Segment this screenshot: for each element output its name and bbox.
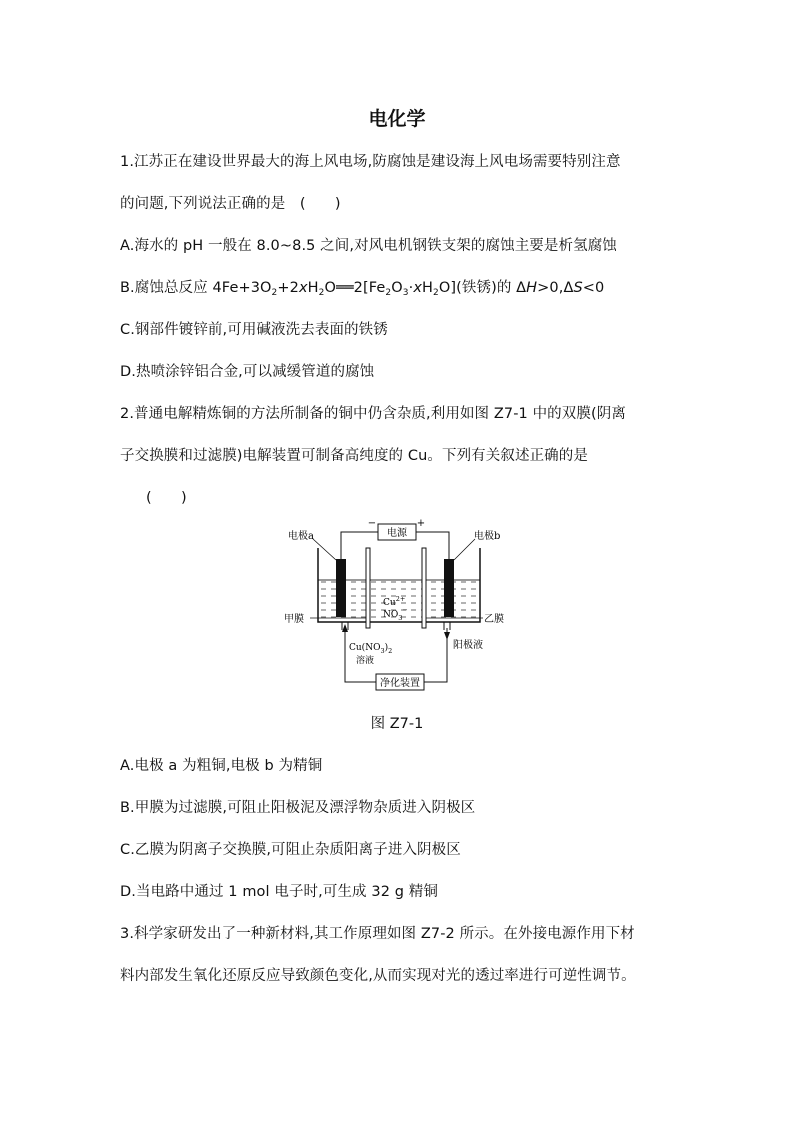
q2-option-d: D.当电路中通过 1 mol 电子时,可生成 32 g 精铜 — [120, 884, 438, 900]
electrode-a — [336, 559, 346, 617]
minus-sign: − — [367, 518, 377, 529]
return-pipe — [345, 628, 376, 682]
solution-word-label: 溶液 — [356, 656, 375, 666]
q1-option-a: A.海水的 pH 一般在 8.0~8.5 之间,对风电机钢铁支架的腐蚀主要是析氢腐蚀 — [120, 238, 617, 254]
power-source-label: 电源 — [387, 528, 407, 539]
q1-stem-line1: 1.江苏正在建设世界最大的海上风电场,防腐蚀是建设海上风电场需要特别注意 — [120, 154, 621, 170]
electrode-b-label: 电极b — [474, 531, 501, 542]
page-title: 电化学 — [368, 108, 426, 130]
wire-right — [416, 532, 449, 559]
outlet-pipe — [424, 628, 447, 682]
membrane-jia-label: 甲膜 — [284, 614, 304, 625]
q2-option-c: C.乙膜为阴离子交换膜,可阻止杂质阳离子进入阴极区 — [120, 842, 461, 858]
q1-option-d: D.热喷涂锌铝合金,可以减缓管道的腐蚀 — [120, 364, 375, 380]
ion-cu-label: $Cu^{2+}$ — [383, 595, 406, 608]
electrolysis-diagram — [270, 516, 520, 696]
plus-sign: + — [416, 518, 426, 529]
membrane-yi-label: 乙膜 — [484, 614, 504, 625]
q2-option-a: A.电极 a 为粗铜,电极 b 为精铜 — [120, 758, 323, 774]
wire-left — [341, 532, 378, 559]
ion-no3-label: $NO_3^-$ — [383, 606, 408, 622]
membrane-jia — [366, 548, 370, 628]
q2-stem-line1: 2.普通电解精炼铜的方法所制备的铜中仍含杂质,利用如图 Z7-1 中的双膜(阴离 — [120, 406, 626, 422]
q2-option-b: B.甲膜为过滤膜,可阻止阳极泥及漂浮物杂质进入阴极区 — [120, 800, 476, 816]
q3-stem-line1: 3.科学家研发出了一种新材料,其工作原理如图 Z7-2 所示。在外接电源作用下材 — [120, 926, 635, 942]
q3-stem-line2: 料内部发生氧化还原反应导致颜色变化,从而实现对光的透过率进行可逆性调节。 — [120, 968, 636, 984]
q2-stem-line2: 子交换膜和过滤膜)电解装置可制备高纯度的 Cu。下列有关叙述正确的是 — [120, 448, 588, 464]
q1-stem-line2: 的问题,下列说法正确的是 ( ) — [120, 196, 341, 212]
solution-label: $Cu(NO_3)_2$ — [349, 643, 393, 655]
q1-option-b: B.腐蚀总反应 $4Fe+3O_2+2xH_2O══2[Fe_2O_3\cdot xH_2O]$(铁锈)的 ΔH>0,ΔS<0 — [120, 280, 605, 298]
anolyte-label: 阳极液 — [453, 640, 483, 651]
electrode-b — [444, 559, 454, 617]
q2-stem-line3: ( ) — [146, 490, 187, 506]
figure-caption: 图 Z7-1 — [370, 716, 424, 732]
purifier-label: 净化装置 — [380, 678, 420, 689]
q1-option-c: C.钢部件镀锌前,可用碱液洗去表面的铁锈 — [120, 322, 388, 338]
membrane-yi — [422, 548, 426, 628]
electrode-a-label: 电极a — [288, 531, 314, 542]
